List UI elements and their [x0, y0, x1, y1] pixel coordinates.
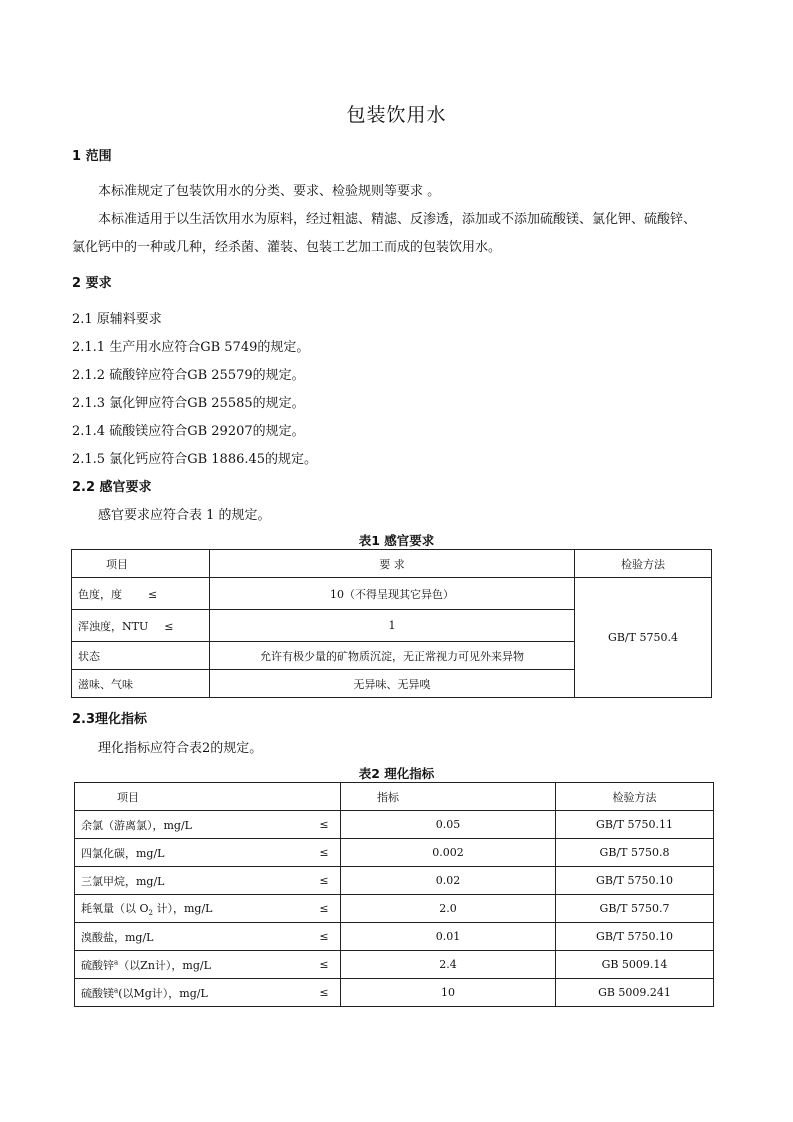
table1-caption: 表1 感官要求 — [358, 533, 435, 548]
table-cell: 10 — [341, 979, 556, 1007]
requirement-item: 2.1.5 氯化钙应符合GB 1886.45的规定。 — [72, 452, 318, 467]
table-header-cell: 指标 — [341, 783, 556, 811]
test-method-cell: GB/T 5750.4 — [575, 578, 712, 698]
table-cell: GB/T 5750.10 — [556, 867, 714, 895]
table-cell: 允许有极少量的矿物质沉淀，无正常视力可见外来异物 — [210, 642, 575, 670]
table-cell: 0.05 — [341, 811, 556, 839]
table-cell: 无异味、无异嗅 — [210, 670, 575, 698]
section-2-2-heading: 2.2 感官要求 — [72, 480, 152, 495]
section-2-2-text: 感官要求应符合表 1 的规定。 — [98, 508, 271, 523]
requirement-item: 2.1.3 氯化钾应符合GB 25585的规定。 — [72, 396, 305, 411]
table-cell: 溴酸盐，mg/L ≤ — [75, 923, 341, 951]
page-title: 包装饮用水 — [346, 104, 447, 126]
requirement-item: 2.1.2 硫酸锌应符合GB 25579的规定。 — [72, 368, 305, 383]
sensory-requirements-table — [71, 549, 712, 698]
section-2-3-text: 理化指标应符合表2的规定。 — [98, 741, 263, 756]
table-cell: 硫酸镁$^a$(以Mg计），mg/L ≤ — [75, 979, 341, 1007]
table-row — [75, 895, 714, 923]
table-header-cell: 检验方法 — [575, 550, 712, 578]
table-cell: 三氯甲烷，mg/L ≤ — [75, 867, 341, 895]
table-row — [75, 979, 714, 1007]
table-cell: 2.0 — [341, 895, 556, 923]
scope-paragraph-2b: 氯化钙中的一种或几种，经杀菌、灌装、包装工艺加工而成的包装饮用水。 — [72, 240, 502, 255]
table-header-cell: 要 求 — [210, 550, 575, 578]
table-row — [72, 578, 712, 610]
table-cell: GB/T 5750.8 — [556, 839, 714, 867]
table-cell: GB 5009.241 — [556, 979, 714, 1007]
table-row — [75, 867, 714, 895]
physicochemical-indicators-table — [74, 782, 714, 1007]
table2-caption: 表2 理化指标 — [358, 766, 435, 781]
section-2-1-heading: 2.1 原辅料要求 — [72, 312, 162, 327]
table-header-row — [72, 550, 712, 578]
table-cell: 状态 — [72, 642, 210, 670]
table-cell: GB/T 5750.7 — [556, 895, 714, 923]
section-2-heading: 2 要求 — [72, 276, 112, 291]
table-cell: 0.01 — [341, 923, 556, 951]
table-cell: 1 — [210, 610, 575, 642]
table-row — [75, 811, 714, 839]
table-cell: 2.4 — [341, 951, 556, 979]
scope-paragraph-1: 本标准规定了包装饮用水的分类、要求、检验规则等要求 。 — [98, 184, 441, 199]
requirement-item: 2.1.4 硫酸镁应符合GB 29207的规定。 — [72, 424, 305, 439]
scope-paragraph-2a: 本标准适用于以生活饮用水为原料，经过粗滤、精滤、反渗透，添加或不添加硫酸镁、氯化钾、硫酸锌、 — [98, 212, 697, 227]
table-row — [75, 923, 714, 951]
table-cell: 色度，度 ≤ — [72, 578, 210, 610]
table-header-cell: 项目 — [72, 550, 210, 578]
table-row — [75, 951, 714, 979]
table-cell: 10（不得呈现其它异色） — [210, 578, 575, 610]
requirement-item: 2.1.1 生产用水应符合GB 5749的规定。 — [72, 340, 310, 355]
table-header-row — [75, 783, 714, 811]
table-cell: 四氯化碳，mg/L ≤ — [75, 839, 341, 867]
table-row — [75, 839, 714, 867]
table-cell: 硫酸锌$^a$（以Zn计），mg/L ≤ — [75, 951, 341, 979]
table-cell: GB/T 5750.10 — [556, 923, 714, 951]
table-cell: 0.002 — [341, 839, 556, 867]
table-cell: GB/T 5750.11 — [556, 811, 714, 839]
table-cell: 浑浊度，NTU ≤ — [72, 610, 210, 642]
table-cell: 耗氧量（以 $O_2$ 计），mg/L ≤ — [75, 895, 341, 923]
table-header-cell: 检验方法 — [556, 783, 714, 811]
table-cell: GB 5009.14 — [556, 951, 714, 979]
table-cell: 0.02 — [341, 867, 556, 895]
table-cell: 余氯（游离氯），mg/L ≤ — [75, 811, 341, 839]
section-2-3-heading: 2.3理化指标 — [72, 712, 148, 727]
table-cell: 滋味、气味 — [72, 670, 210, 698]
table-header-cell: 项目 — [75, 783, 341, 811]
section-1-heading: 1 范围 — [72, 149, 112, 164]
